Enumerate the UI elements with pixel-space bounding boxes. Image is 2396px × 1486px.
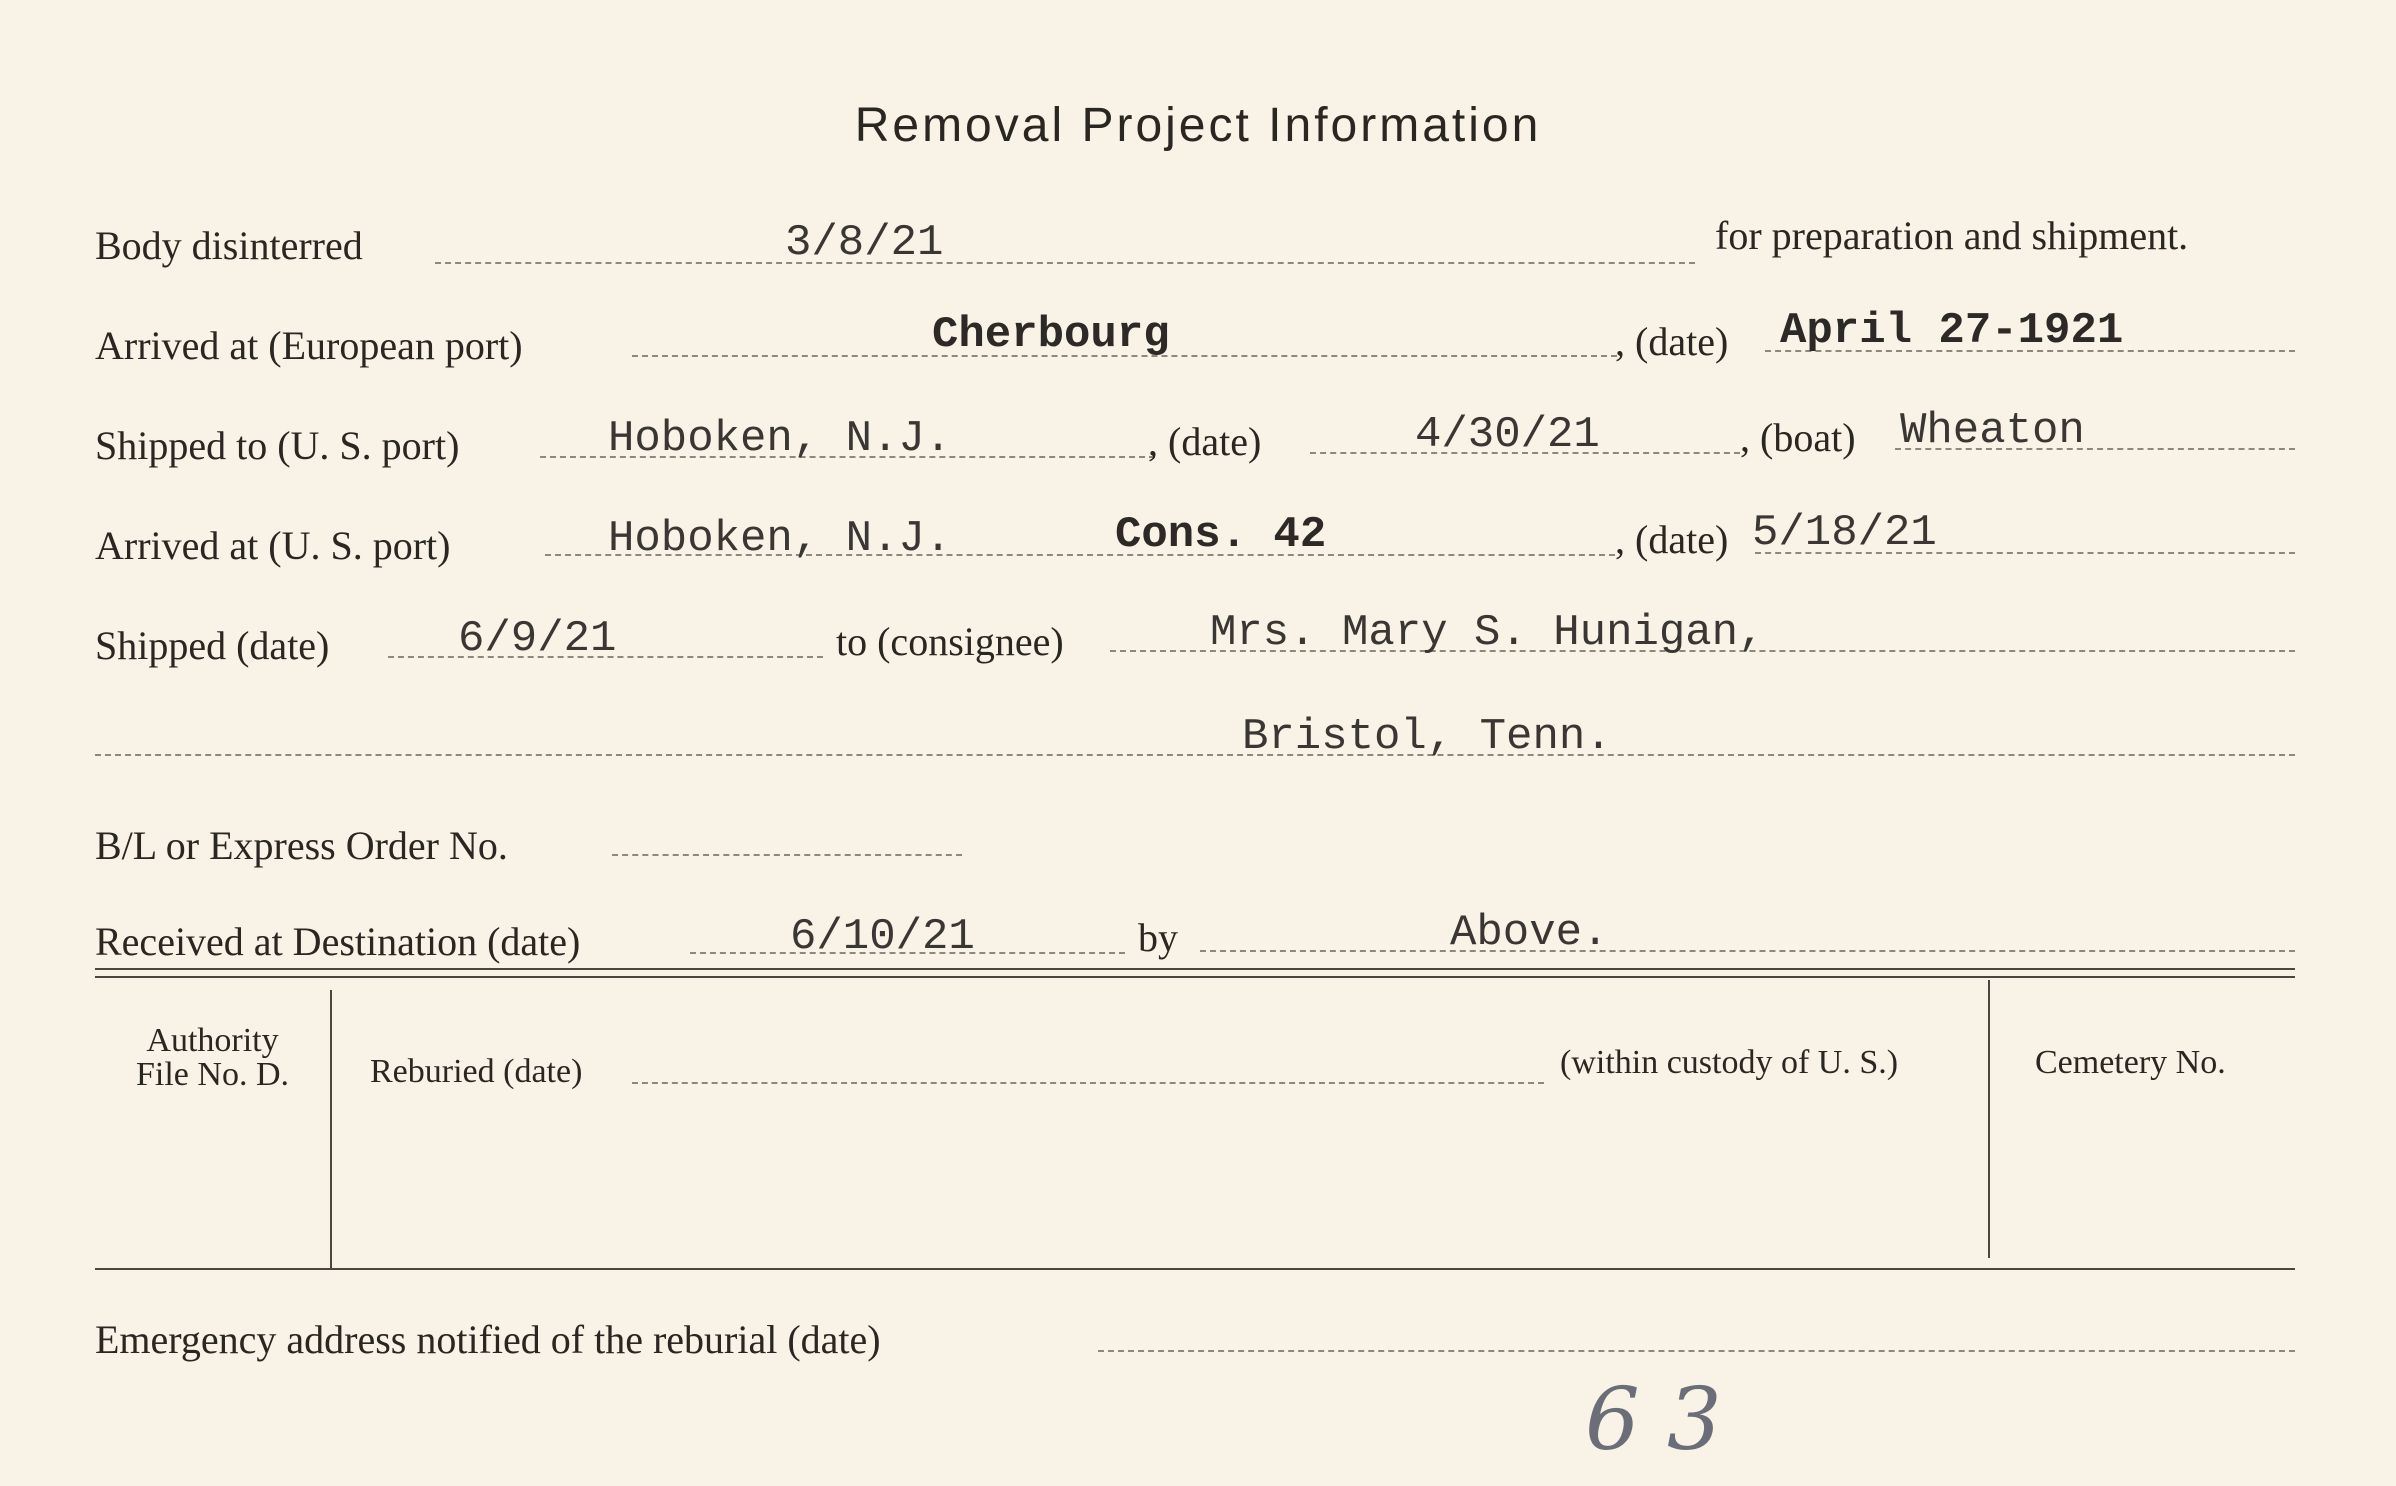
- emergency-label: Emergency address notified of the reburial (date): [95, 1317, 881, 1362]
- shipped-us-value: Hoboken, N.J.: [608, 414, 952, 464]
- box-divider-right: [1988, 980, 1990, 1258]
- bl-order-line: [612, 854, 962, 856]
- shipped-date-label: Shipped (date): [95, 623, 330, 668]
- arrived-us-label: Arrived at (U. S. port): [95, 523, 451, 568]
- body-disinterred-label: Body disinterred: [95, 223, 363, 268]
- received-by-line: [1200, 950, 2295, 952]
- body-disinterred-suffix: for preparation and shipment.: [1715, 213, 2189, 258]
- arrived-european-label: Arrived at (European port): [95, 323, 523, 368]
- received-value: 6/10/21: [790, 912, 975, 962]
- box-bottom-rule: [95, 1268, 2295, 1270]
- bl-order-label: B/L or Express Order No.: [95, 823, 508, 868]
- arrived-european-date-value: April 27-1921: [1780, 306, 2124, 356]
- arrived-us-date-label: , (date): [1615, 517, 1729, 562]
- authority-label: [100, 1024, 325, 1092]
- received-by-value: Above.: [1450, 908, 1609, 958]
- arrived-european-date-label: , (date): [1615, 319, 1729, 364]
- card-title: Removal Project Information: [854, 99, 1542, 152]
- box-top-rule-2: [95, 976, 2295, 978]
- received-by-label: by: [1138, 915, 1178, 960]
- reburied-line: [632, 1082, 1544, 1084]
- cemetery-label: Cemetery No.: [2035, 1044, 2226, 1081]
- box-top-rule-1: [95, 968, 2295, 970]
- custody-label: (within custody of U. S.): [1560, 1044, 1899, 1081]
- handwritten-note: 6 3: [1585, 1370, 1722, 1470]
- arrived-us-date-value: 5/18/21: [1752, 508, 1937, 558]
- arrived-us-value: Hoboken, N.J.: [608, 514, 952, 564]
- received-label: Received at Destination (date): [95, 919, 581, 964]
- shipped-us-boat-value: Wheaton: [1900, 406, 2085, 456]
- shipped-us-date-value: 4/30/21: [1415, 410, 1600, 460]
- consignee-line-2: [95, 754, 2295, 756]
- consignee-line2-value: Bristol, Tenn.: [1242, 712, 1612, 762]
- shipped-us-boat-label: , (boat): [1740, 415, 1856, 460]
- shipped-us-date-label: , (date): [1148, 419, 1262, 464]
- shipped-date-value: 6/9/21: [458, 614, 617, 664]
- authority-line-2: File No. D.: [136, 1056, 289, 1093]
- body-disinterred-value: 3/8/21: [785, 218, 944, 268]
- body-disinterred-line: [435, 262, 1695, 264]
- authority-line-1: Authority: [146, 1022, 279, 1059]
- reburied-label: Reburied (date): [370, 1053, 583, 1090]
- arrived-european-value: Cherbourg: [932, 310, 1170, 360]
- box-divider-left: [330, 990, 332, 1268]
- consignee-value: Mrs. Mary S. Hunigan,: [1210, 608, 1765, 658]
- arrived-us-cons-value: Cons. 42: [1115, 510, 1327, 560]
- consignee-label: to (consignee): [836, 619, 1064, 664]
- shipped-us-label: Shipped to (U. S. port): [95, 423, 460, 468]
- emergency-line: [1098, 1350, 2295, 1352]
